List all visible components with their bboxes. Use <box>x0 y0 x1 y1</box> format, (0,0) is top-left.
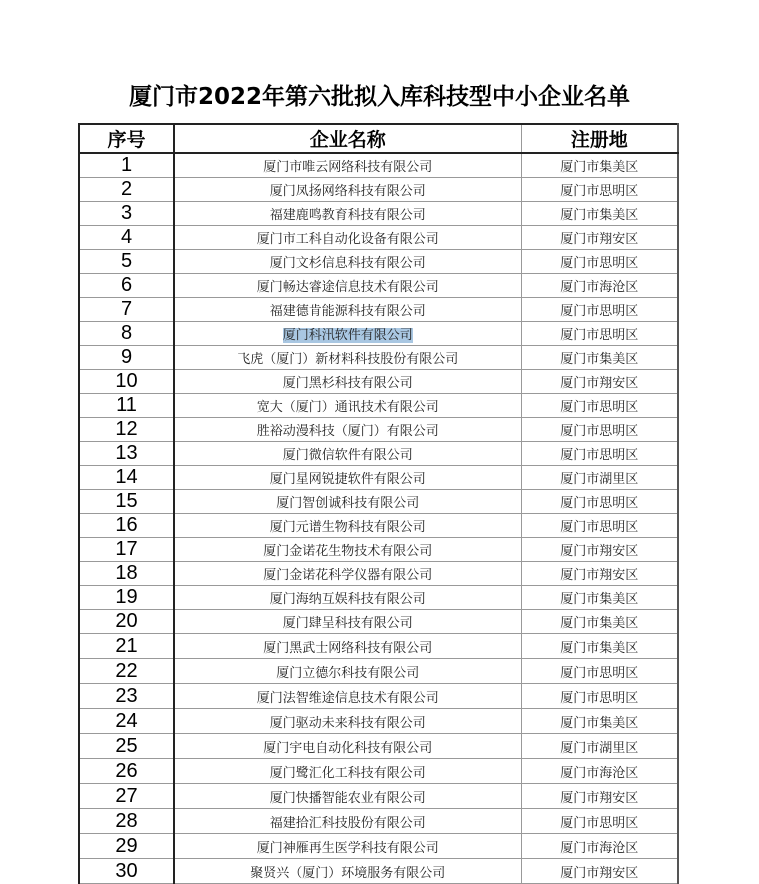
company-name: 厦门快播智能农业有限公司 <box>174 784 521 809</box>
company-name: 厦门神雁再生医学科技有限公司 <box>174 834 521 859</box>
company-name: 厦门微信软件有限公司 <box>174 442 521 466</box>
table-row <box>79 322 678 346</box>
registered-location: 厦门市思明区 <box>521 684 678 709</box>
registered-location: 厦门市思明区 <box>521 394 678 418</box>
registered-location: 厦门市思明区 <box>521 298 678 322</box>
table-row <box>79 394 678 418</box>
table-row <box>79 538 678 562</box>
company-name: 厦门海纳互娱科技有限公司 <box>174 586 521 610</box>
header-company-name: 企业名称 <box>174 124 521 153</box>
row-number: 22 <box>79 659 174 684</box>
row-number: 20 <box>79 610 174 634</box>
table-row <box>79 346 678 370</box>
table-row <box>79 734 678 759</box>
company-name: 厦门凤扬网络科技有限公司 <box>174 178 521 202</box>
table-row <box>79 442 678 466</box>
row-number: 1 <box>79 153 174 178</box>
row-number: 3 <box>79 202 174 226</box>
registered-location: 厦门市集美区 <box>521 709 678 734</box>
row-number: 7 <box>79 298 174 322</box>
table-row <box>79 153 678 178</box>
company-name: 宽大（厦门）通讯技术有限公司 <box>174 394 521 418</box>
registered-location: 厦门市集美区 <box>521 153 678 178</box>
registered-location: 厦门市思明区 <box>521 418 678 442</box>
registered-location: 厦门市思明区 <box>521 322 678 346</box>
row-number: 8 <box>79 322 174 346</box>
table-row <box>79 586 678 610</box>
row-number: 4 <box>79 226 174 250</box>
row-number: 12 <box>79 418 174 442</box>
registered-location: 厦门市翔安区 <box>521 562 678 586</box>
row-number: 16 <box>79 514 174 538</box>
company-name: 厦门法智维途信息技术有限公司 <box>174 684 521 709</box>
document-title: 厦门市2022年第六批拟入库科技型中小企业名单 <box>128 84 630 110</box>
company-name: 厦门黑武士网络科技有限公司 <box>174 634 521 659</box>
registered-location: 厦门市思明区 <box>521 659 678 684</box>
company-name: 厦门市工科自动化设备有限公司 <box>174 226 521 250</box>
company-name: 厦门智创诚科技有限公司 <box>174 490 521 514</box>
registered-location: 厦门市翔安区 <box>521 370 678 394</box>
registered-location: 厦门市海沧区 <box>521 274 678 298</box>
row-number: 18 <box>79 562 174 586</box>
table-row <box>79 759 678 784</box>
table-header <box>79 124 678 153</box>
table-row <box>79 562 678 586</box>
row-number: 25 <box>79 734 174 759</box>
company-name: 厦门鹭汇化工科技有限公司 <box>174 759 521 784</box>
table-row <box>79 634 678 659</box>
row-number: 30 <box>79 859 174 884</box>
table-row <box>79 709 678 734</box>
registered-location: 厦门市思明区 <box>521 442 678 466</box>
company-name: 厦门畅达睿途信息技术有限公司 <box>174 274 521 298</box>
company-name: 福建德肯能源科技有限公司 <box>174 298 521 322</box>
table-row <box>79 250 678 274</box>
row-number: 2 <box>79 178 174 202</box>
row-number: 10 <box>79 370 174 394</box>
registered-location: 厦门市翔安区 <box>521 538 678 562</box>
company-name: 厦门市唯云网络科技有限公司 <box>174 153 521 178</box>
company-name <box>174 322 521 346</box>
registered-location: 厦门市集美区 <box>521 346 678 370</box>
registered-location: 厦门市翔安区 <box>521 226 678 250</box>
table-row <box>79 659 678 684</box>
table-row <box>79 178 678 202</box>
header-number: 序号 <box>79 124 174 153</box>
table-row <box>79 809 678 834</box>
table-row <box>79 610 678 634</box>
table-row <box>79 370 678 394</box>
table-row <box>79 298 678 322</box>
row-number: 27 <box>79 784 174 809</box>
row-number: 9 <box>79 346 174 370</box>
table-row <box>79 490 678 514</box>
registered-location: 厦门市湖里区 <box>521 734 678 759</box>
registered-location: 厦门市思明区 <box>521 514 678 538</box>
registered-location: 厦门市思明区 <box>521 809 678 834</box>
registered-location: 厦门市海沧区 <box>521 834 678 859</box>
company-name: 厦门立德尔科技有限公司 <box>174 659 521 684</box>
selected-text[interactable]: 厦门科汛软件有限公司 <box>282 328 413 343</box>
company-name: 厦门文杉信息科技有限公司 <box>174 250 521 274</box>
table-row <box>79 226 678 250</box>
company-name: 福建鹿鸣教育科技有限公司 <box>174 202 521 226</box>
company-name: 厦门金诺花科学仪器有限公司 <box>174 562 521 586</box>
header-location: 注册地 <box>521 124 678 153</box>
table-row <box>79 202 678 226</box>
registered-location: 厦门市海沧区 <box>521 759 678 784</box>
table-row <box>79 784 678 809</box>
row-number: 29 <box>79 834 174 859</box>
registered-location: 厦门市翔安区 <box>521 784 678 809</box>
row-number: 28 <box>79 809 174 834</box>
company-name: 厦门黑杉科技有限公司 <box>174 370 521 394</box>
row-number: 23 <box>79 684 174 709</box>
table-row <box>79 466 678 490</box>
row-number: 19 <box>79 586 174 610</box>
company-name: 厦门宇电自动化科技有限公司 <box>174 734 521 759</box>
registered-location: 厦门市集美区 <box>521 610 678 634</box>
company-name: 厦门星网锐捷软件有限公司 <box>174 466 521 490</box>
row-number: 13 <box>79 442 174 466</box>
registered-location: 厦门市翔安区 <box>521 859 678 884</box>
row-number: 26 <box>79 759 174 784</box>
company-name: 胜裕动漫科技（厦门）有限公司 <box>174 418 521 442</box>
row-number: 24 <box>79 709 174 734</box>
row-number: 14 <box>79 466 174 490</box>
company-name: 飞虎（厦门）新材料科技股份有限公司 <box>174 346 521 370</box>
table-row <box>79 834 678 859</box>
company-name: 聚贤兴（厦门）环境服务有限公司 <box>174 859 521 884</box>
table-row <box>79 684 678 709</box>
row-number: 5 <box>79 250 174 274</box>
table-row <box>79 418 678 442</box>
row-number: 17 <box>79 538 174 562</box>
registered-location: 厦门市集美区 <box>521 586 678 610</box>
company-name: 厦门元谱生物科技有限公司 <box>174 514 521 538</box>
company-name: 厦门驱动未来科技有限公司 <box>174 709 521 734</box>
registered-location: 厦门市集美区 <box>521 202 678 226</box>
row-number: 15 <box>79 490 174 514</box>
registered-location: 厦门市思明区 <box>521 490 678 514</box>
table-row <box>79 274 678 298</box>
company-name: 福建拾汇科技股份有限公司 <box>174 809 521 834</box>
row-number: 21 <box>79 634 174 659</box>
table-row <box>79 859 678 884</box>
company-name: 厦门肆呈科技有限公司 <box>174 610 521 634</box>
registered-location: 厦门市集美区 <box>521 634 678 659</box>
row-number: 6 <box>79 274 174 298</box>
company-name: 厦门金诺花生物技术有限公司 <box>174 538 521 562</box>
table-row <box>79 514 678 538</box>
registered-location: 厦门市思明区 <box>521 250 678 274</box>
registered-location: 厦门市湖里区 <box>521 466 678 490</box>
company-table <box>78 123 679 884</box>
registered-location: 厦门市思明区 <box>521 178 678 202</box>
row-number: 11 <box>79 394 174 418</box>
